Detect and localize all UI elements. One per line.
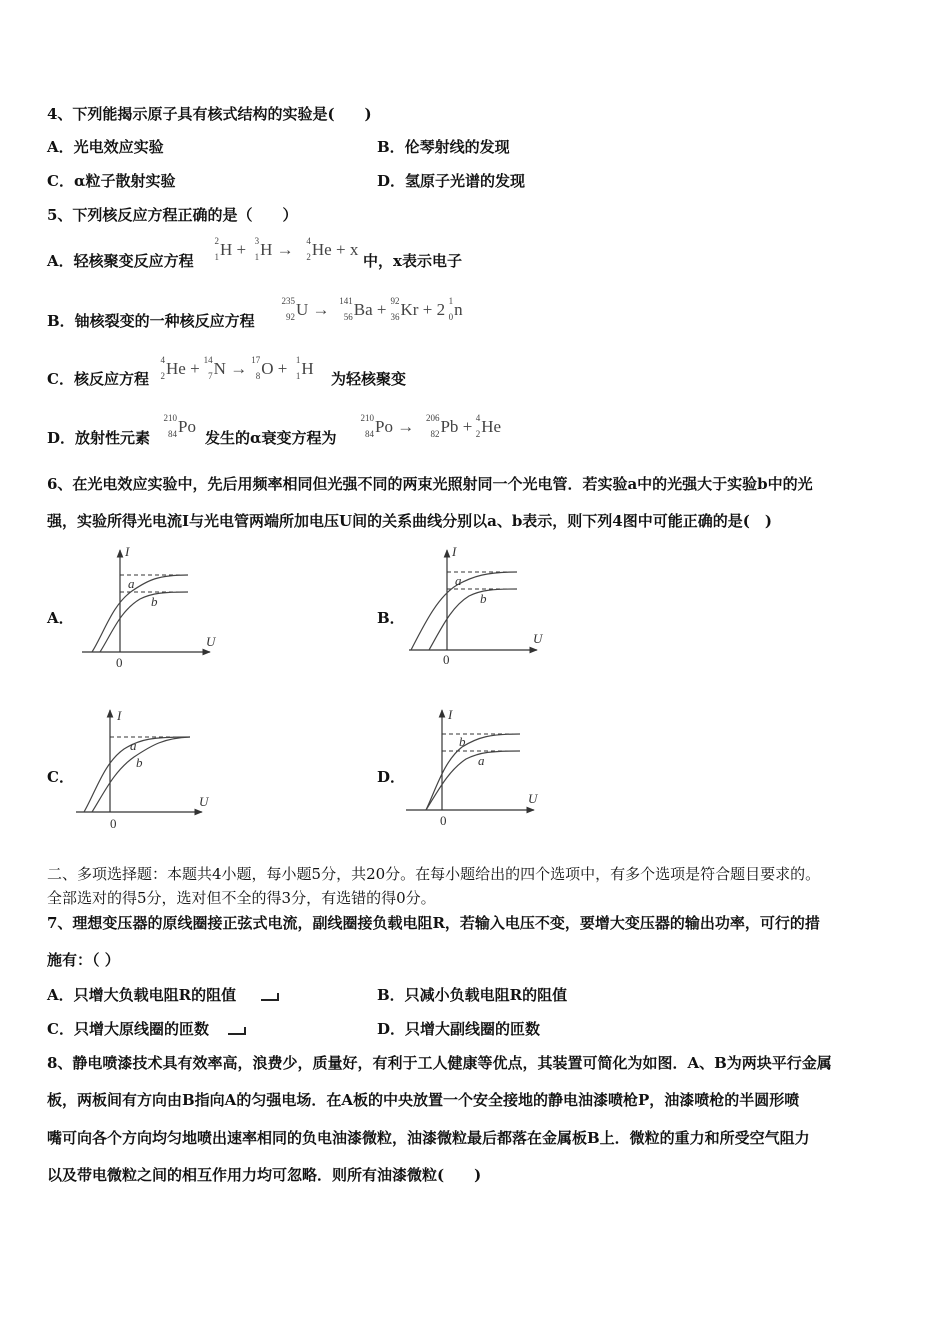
q5-option-c-tail: 为轻核聚变 bbox=[331, 370, 407, 388]
origin-label: 0 bbox=[110, 816, 117, 831]
q6-graph-b bbox=[405, 545, 545, 670]
artifact-mark bbox=[254, 987, 279, 1001]
q6-stem-line2: 强，实验所得光电流I与光电管两端所加电压U间的关系曲线分别以a、b表示，则下列4图中可能正确的是( ) bbox=[47, 512, 772, 530]
q5-option-a-equation: 2 1 H + 3 1 H → 4 2 He + x bbox=[214, 236, 359, 262]
curve-a bbox=[411, 572, 517, 650]
u-label: U bbox=[206, 634, 216, 649]
i-label: I bbox=[448, 707, 453, 722]
q5-option-a-label: A．轻核聚变反应方程 bbox=[47, 252, 194, 270]
u-label: U bbox=[528, 791, 538, 806]
q7-stem-line2: 施有：（ ） bbox=[47, 951, 120, 969]
q6-graph-d bbox=[402, 705, 542, 830]
curve-b-label: b bbox=[480, 591, 487, 606]
curve-a bbox=[84, 737, 190, 812]
curve-a-label: a bbox=[478, 753, 485, 768]
q6-graph-a bbox=[78, 545, 218, 670]
q6-stem-line1: 6、在光电效应实验中，先后用频率相同但光强不同的两束光照射同一个光电管．若实验a中的光强大于实验b中的光 bbox=[47, 475, 813, 493]
curve-b bbox=[426, 734, 520, 810]
q4-option-b: B．伦琴射线的发现 bbox=[377, 138, 510, 156]
section2-intro-line1: 二、多项选择题：本题共4小题，每小题5分，共20分。在每小题给出的四个选项中，有多个选项是符合题目要求的。 bbox=[47, 865, 821, 883]
q5-option-b-label: B．铀核裂变的一种核反应方程 bbox=[47, 312, 255, 330]
q8-stem-line3: 嘴可向各个方向均匀地喷出速率相同的负电油漆微粒，油漆微粒最后都落在金属板B上．微粒的重力和所受空气阻力 bbox=[47, 1129, 810, 1147]
q4-option-a: A．光电效应实验 bbox=[47, 138, 164, 156]
q4-stem: 4、下列能揭示原子具有核式结构的实验是( ) bbox=[47, 105, 372, 123]
curve-b bbox=[92, 737, 190, 812]
q7-option-a: A．只增大负载电阻R的阻值 bbox=[47, 986, 237, 1004]
origin-label: 0 bbox=[116, 655, 123, 670]
curve-b-label: b bbox=[151, 594, 158, 609]
section2-intro-line2: 全部选对的得5分，选对但不全的得3分，有选错的得0分。 bbox=[47, 889, 436, 907]
q7-option-c: C．只增大原线圈的匝数 bbox=[47, 1020, 209, 1038]
q4-option-d: D．氢原子光谱的发现 bbox=[377, 172, 526, 190]
q6-option-d-label: D． bbox=[377, 768, 406, 786]
curve-a bbox=[426, 751, 520, 810]
origin-label: 0 bbox=[443, 652, 450, 667]
q6-graph-c bbox=[72, 705, 212, 830]
curve-b-label: b bbox=[459, 734, 466, 749]
q7-option-b: B．只减小负载电阻R的阻值 bbox=[377, 986, 568, 1004]
q5-option-c-label: C．核反应方程 bbox=[47, 370, 149, 388]
q5-option-d-mid: 发生的α衰变方程为 bbox=[205, 429, 337, 447]
u-label: U bbox=[533, 631, 543, 646]
i-label: I bbox=[452, 544, 457, 559]
q5-option-a-tail: 中，x表示电子 bbox=[363, 252, 462, 270]
q8-stem-line1: 8、静电喷漆技术具有效率高，浪费少，质量好，有利于工人健康等优点，其装置可简化为如图．A、B为两块平行金属 bbox=[47, 1054, 832, 1072]
curve-b-label: b bbox=[136, 755, 143, 770]
q5-option-b-equation: 235 92 U → 141 56 Ba + 92 36 Kr + 2 1 0 n bbox=[281, 296, 463, 322]
i-label: I bbox=[117, 708, 122, 723]
q6-option-c-label: C． bbox=[47, 768, 74, 786]
q5-option-d-equation: 210 84 Po → 206 82 Pb + 4 2 He bbox=[360, 413, 502, 439]
q7-stem-line1: 7、理想变压器的原线圈接正弦式电流，副线圈接负载电阻R，若输入电压不变，要增大变压器的输出功率，可行的措 bbox=[47, 914, 820, 932]
q8-stem-line2: 板，两板间有方向由B指向A的匀强电场．在A板的中央放置一个安全接地的静电油漆喷枪P，油漆喷枪的半圆形喷 bbox=[47, 1091, 800, 1109]
q5-option-c-equation: 4 2 He + 14 7 N → 17 8 O + 1 1 H bbox=[160, 355, 314, 381]
u-label: U bbox=[199, 794, 209, 809]
q7-option-d: D．只增大副线圈的匝数 bbox=[377, 1020, 541, 1038]
q6-option-a-label: A． bbox=[47, 609, 74, 627]
curve-a-label: a bbox=[128, 576, 135, 591]
curve-b bbox=[100, 592, 188, 652]
q6-option-b-label: B． bbox=[377, 609, 405, 627]
curve-a-label: a bbox=[130, 738, 137, 753]
q4-option-c: C．α粒子散射实验 bbox=[47, 172, 176, 190]
artifact-mark bbox=[221, 1021, 246, 1035]
q5-stem: 5、下列核反应方程正确的是（ ） bbox=[47, 206, 298, 224]
q5-option-d-po: 210 84 Po bbox=[163, 413, 196, 439]
q5-option-d-label: D．放射性元素 bbox=[47, 429, 151, 447]
i-label: I bbox=[125, 544, 130, 559]
curve-a-label: a bbox=[455, 573, 462, 588]
origin-label: 0 bbox=[440, 813, 447, 828]
q8-stem-line4: 以及带电微粒之间的相互作用力均可忽略．则所有油漆微粒( ) bbox=[47, 1166, 482, 1184]
